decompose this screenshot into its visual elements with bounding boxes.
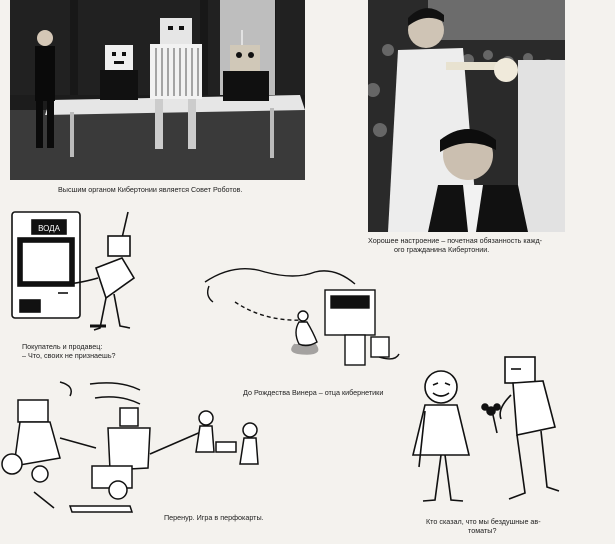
robot-icon	[92, 408, 210, 499]
vending-sign: ВОДА	[38, 224, 60, 233]
robot-icon	[413, 371, 469, 501]
caption-buyer	[22, 343, 116, 360]
robot-icon	[100, 45, 138, 100]
robot-icon	[2, 400, 96, 482]
caption-mood-line2: ого гражданина Кибертонии.	[394, 244, 490, 254]
caption-airheads-line2: томаты?	[468, 525, 497, 535]
photo-trumpet-player	[368, 0, 565, 232]
flower-icon	[482, 404, 500, 433]
caption-airheads-line1: Кто сказал, что мы бездушные ав-	[426, 517, 541, 526]
caption-buyer-line1: Покупатель и продавец:	[22, 342, 103, 351]
drawing-robot-break	[0, 378, 275, 513]
robot-icon	[500, 357, 559, 499]
caption-break: Перенур. Игра в перфокарты.	[164, 513, 264, 522]
drawing-wiener-scene	[195, 262, 410, 372]
caption-council: Высшим органом Кибертонии является Совет Роботов.	[58, 185, 243, 194]
caption-mood-line1: Хорошее настроение – почетная обязанность кажд-	[368, 236, 543, 245]
caption-wiener: До Рождества Винера – отца кибернетики	[243, 388, 384, 397]
drawing-two-robots	[405, 355, 570, 515]
photo-robot-council	[10, 0, 305, 180]
caption-airheads	[426, 518, 541, 535]
drawing-vending-machine	[10, 208, 140, 338]
caption-mood	[368, 237, 542, 254]
caption-buyer-line2: – Что, своих не признаешь?	[22, 350, 116, 360]
